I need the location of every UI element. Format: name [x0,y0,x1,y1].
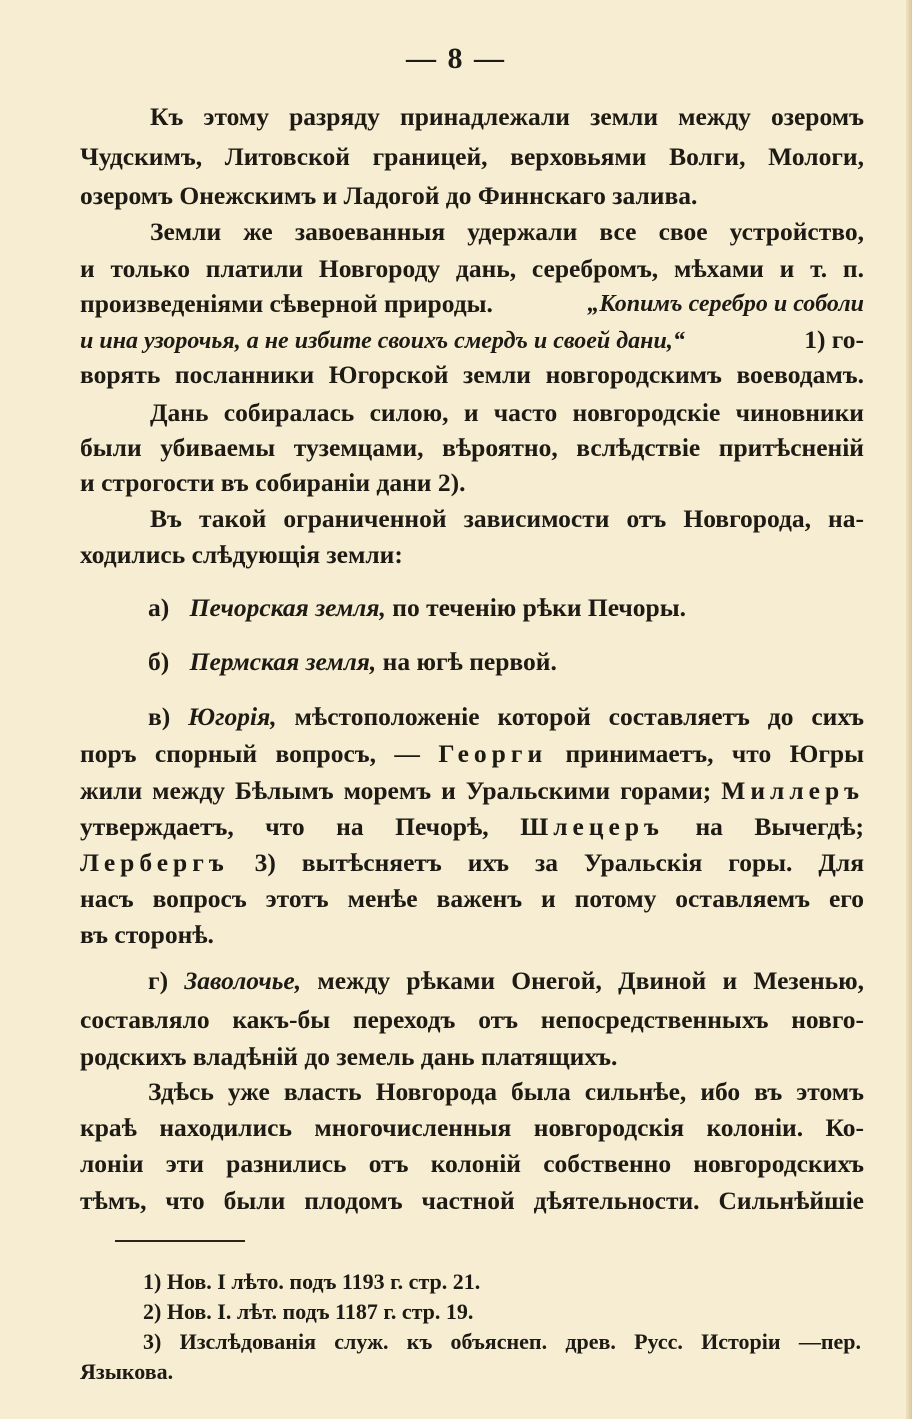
text-line: Здѣсь уже власть Новгорода была сильнѣе, ибо въ этомъ [148,1077,864,1106]
text-line: и только платили Новгороду дань, серебромъ, мѣхами и т. п. [80,254,864,283]
text-span: утверждаетъ, что на Печорѣ, [80,812,489,841]
list-item-b [148,645,864,679]
text-line: и строгости въ собираніи дани 2). [80,468,466,497]
text-line [80,846,864,880]
quotation: и ина узорочья, а не избите своихъ смердъ и своей дани,“ [80,328,685,354]
text-line: родскихъ владѣній до земель дань платящихъ. [80,1042,618,1071]
text-line: Въ такой ограниченной зависимости отъ Новгорода, на- [150,504,864,533]
list-item-v [148,700,864,734]
text-line: краѣ находились многочисленныя новгородскія колоніи. Ко- [80,1113,864,1142]
text-line: ходились слѣдующія земли: [80,540,403,569]
item-name: Пермская земля, [189,647,377,676]
text-line: Земли же завоеванныя удержали все свое устройство, [150,217,864,246]
item-text: на югѣ первой. [382,647,557,676]
text-line: насъ вопросъ этотъ менѣе важенъ и потому оставляемъ его [80,884,864,913]
text-line [80,810,864,844]
footnote: 3) Изслѣдованія служ. къ объяснеп. древ. Русс. Исторіи —пер. [143,1329,861,1354]
text-span: 3) вытѣсняетъ ихъ за Уральскія горы. Для [254,848,864,877]
page-edge [906,0,912,1419]
text-line: составляло какъ-бы переходъ отъ непосредственныхъ новго- [80,1005,864,1034]
text-line [80,287,864,321]
author-name: Миллеръ [721,776,864,805]
text-line [80,323,864,358]
page-number: — 8 — [406,42,506,75]
item-marker: в) [148,702,171,731]
footnote: Языкова. [80,1359,174,1384]
quotation: „Копимъ серебро и соболи [587,291,864,317]
list-item-a [148,591,864,625]
text-line: были убиваемы туземцами, вѣроятно, вслѣдствіе притѣсненій [80,433,864,462]
item-text: по теченію рѣки Печоры. [392,593,687,622]
item-marker: б) [148,647,170,676]
text-line [80,774,864,808]
text-line: озеромъ Онежскимъ и Ладогой до Финнскаго залива. [80,181,698,210]
list-item-g [148,964,864,998]
text-span: жили между Бѣлымъ моремъ и Уральскими горами; [80,776,712,805]
text-span: поръ спорный вопросъ, — [80,739,420,768]
item-marker: а) [148,593,170,622]
text-span: на Вычегдѣ; [695,812,865,841]
item-name: Заволочье, [184,966,302,995]
text-line: въ сторонѣ. [80,920,214,949]
item-text: между рѣками Онегой, Двиной и Мезенью, [317,966,865,995]
text-line [80,737,864,771]
item-name: Печорская земля, [189,593,386,622]
footnote-rule [115,1240,245,1242]
text-line: лоніи эти разнились отъ колоній собственно новгородскихъ [80,1149,864,1178]
author-name: Шлецеръ [520,812,664,841]
text-span: принимаетъ, что Югры [565,739,864,768]
text-span: произведеніями сѣверной природы. [80,289,493,318]
author-name: Лербергъ [80,848,229,877]
text-line: Дань собиралась силою, и часто новгородскіе чиновники [150,398,864,427]
text-line: Къ этому разряду принадлежали земли между озеромъ [150,102,864,131]
text-line: тѣмъ, что были плодомъ частной дѣятельности. Сильнѣйшіе [80,1186,864,1215]
item-text: мѣстоположеніе которой составляетъ до сихъ [294,702,865,731]
item-name: Югорія, [188,702,277,731]
footnote-ref: 1) го- [804,325,864,354]
text-line: Чудскимъ, Литовской границей, верховьями Волги, Мологи, [80,142,864,171]
item-marker: г) [148,966,169,995]
text-line: ворять посланники Югорской земли новгородскимъ воеводамъ. [80,360,864,389]
author-name: Георги [438,739,548,768]
footnote: 1) Нов. I лѣто. подъ 1193 г. стр. 21. [143,1269,481,1294]
footnote: 2) Нов. I. лѣт. подъ 1187 г. стр. 19. [143,1299,474,1324]
